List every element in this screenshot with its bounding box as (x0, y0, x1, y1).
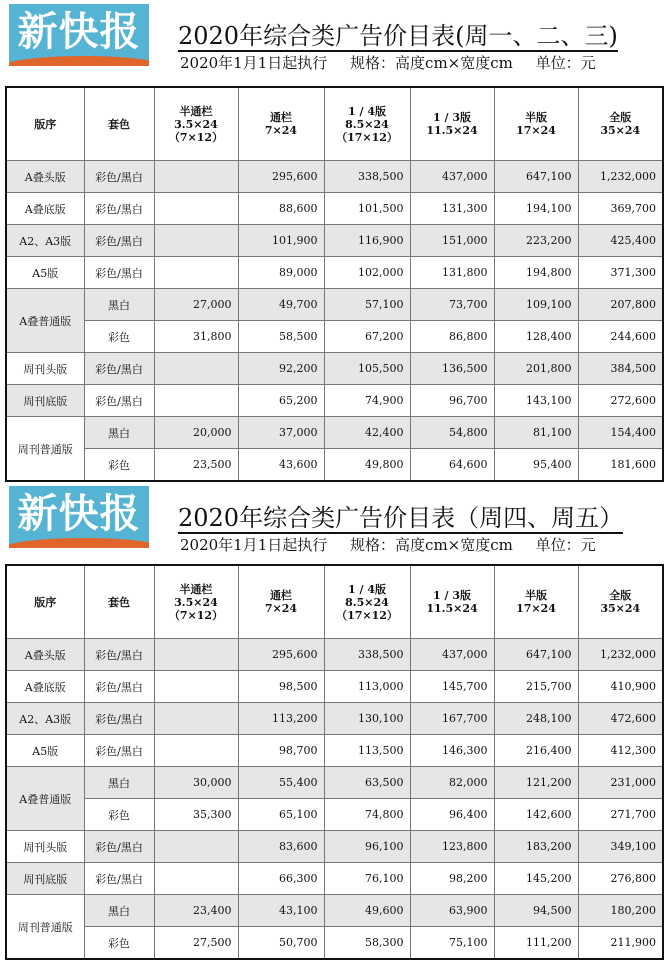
price-cell: 349,100 (578, 831, 663, 863)
price-cell: 23,500 (154, 449, 238, 482)
price-cell: 88,600 (238, 193, 324, 225)
price-cell: 49,600 (324, 895, 410, 927)
price-cell: 154,400 (578, 417, 663, 449)
price-cell: 96,100 (324, 831, 410, 863)
table-row (6, 257, 663, 289)
color-mode-cell: 黑白 (84, 417, 154, 449)
price-cell (154, 225, 238, 257)
page-position-cell: 周刊底版 (6, 385, 84, 417)
price-cell: 35,300 (154, 799, 238, 831)
table-row (6, 671, 663, 703)
price-cell: 76,100 (324, 863, 410, 895)
table-row (6, 385, 663, 417)
price-cell: 64,600 (410, 449, 494, 482)
price-cell: 65,200 (238, 385, 324, 417)
table-row (6, 735, 663, 767)
price-cell: 55,400 (238, 767, 324, 799)
price-cell: 82,000 (410, 767, 494, 799)
color-mode-cell: 彩色/黑白 (84, 735, 154, 767)
price-cell: 371,300 (578, 257, 663, 289)
price-cell: 49,700 (238, 289, 324, 321)
price-cell: 98,200 (410, 863, 494, 895)
price-cell: 113,500 (324, 735, 410, 767)
column-header: 半通栏 3.5×24 （7×12） (154, 565, 238, 639)
price-cell: 116,900 (324, 225, 410, 257)
page-position-cell: A叠普通版 (6, 289, 84, 353)
price-cell: 151,000 (410, 225, 494, 257)
price-cell: 131,800 (410, 257, 494, 289)
color-mode-cell: 彩色/黑白 (84, 225, 154, 257)
price-cell: 27,000 (154, 289, 238, 321)
price-cell: 50,700 (238, 927, 324, 960)
price-cell: 145,200 (494, 863, 578, 895)
page-position-cell: 周刊底版 (6, 863, 84, 895)
page-position-cell: A叠头版 (6, 161, 84, 193)
table-body (6, 161, 663, 482)
price-cell: 94,500 (494, 895, 578, 927)
effective-date: 2020年1月1日起执行 (180, 54, 328, 72)
header-row (6, 565, 663, 639)
color-mode-cell: 彩色/黑白 (84, 703, 154, 735)
page-position-cell: A2、A3版 (6, 225, 84, 257)
column-header: 1 / 4版 8.5×24 （17×12） (324, 87, 410, 161)
price-cell: 142,600 (494, 799, 578, 831)
price-cell: 121,200 (494, 767, 578, 799)
table-row (6, 831, 663, 863)
price-cell (154, 735, 238, 767)
price-table (5, 564, 664, 960)
price-cell: 216,400 (494, 735, 578, 767)
price-cell: 211,900 (578, 927, 663, 960)
price-cell: 244,600 (578, 321, 663, 353)
page-position-cell: A叠底版 (6, 193, 84, 225)
column-header: 版序 (6, 87, 84, 161)
color-mode-cell: 彩色/黑白 (84, 257, 154, 289)
price-cell: 96,700 (410, 385, 494, 417)
price-cell: 58,300 (324, 927, 410, 960)
price-cell: 58,500 (238, 321, 324, 353)
price-cell: 54,800 (410, 417, 494, 449)
page-title: 2020年综合类广告价目表(周一、二、三) (178, 22, 618, 50)
page-position-cell: A5版 (6, 735, 84, 767)
price-cell: 27,500 (154, 927, 238, 960)
price-cell: 43,100 (238, 895, 324, 927)
price-cell: 105,500 (324, 353, 410, 385)
table-row (6, 927, 663, 960)
spec-note: 规格：高度cm×宽度cm (350, 54, 513, 72)
price-cell: 89,000 (238, 257, 324, 289)
price-cell: 145,700 (410, 671, 494, 703)
column-header: 版序 (6, 565, 84, 639)
column-header: 半通栏 3.5×24 （7×12） (154, 87, 238, 161)
page-position-cell: A2、A3版 (6, 703, 84, 735)
price-cell: 128,400 (494, 321, 578, 353)
page-position-cell: 周刊头版 (6, 831, 84, 863)
color-mode-cell: 黑白 (84, 289, 154, 321)
page-position-cell: A5版 (6, 257, 84, 289)
table-row (6, 895, 663, 927)
page-position-cell: 周刊普通版 (6, 895, 84, 960)
color-mode-cell: 黑白 (84, 767, 154, 799)
price-cell (154, 863, 238, 895)
price-cell: 109,100 (494, 289, 578, 321)
color-mode-cell: 彩色/黑白 (84, 639, 154, 671)
price-cell: 384,500 (578, 353, 663, 385)
price-cell: 271,700 (578, 799, 663, 831)
price-cell: 96,400 (410, 799, 494, 831)
price-cell: 92,200 (238, 353, 324, 385)
price-cell: 647,100 (494, 639, 578, 671)
table-body (6, 639, 663, 960)
price-cell: 369,700 (578, 193, 663, 225)
price-cell: 113,200 (238, 703, 324, 735)
color-mode-cell: 彩色 (84, 321, 154, 353)
table-row (6, 767, 663, 799)
color-mode-cell: 彩色/黑白 (84, 353, 154, 385)
price-cell: 410,900 (578, 671, 663, 703)
price-cell (154, 385, 238, 417)
price-cell (154, 161, 238, 193)
table-row (6, 289, 663, 321)
price-cell: 63,900 (410, 895, 494, 927)
price-cell: 81,100 (494, 417, 578, 449)
column-header: 全版 35×24 (578, 565, 663, 639)
price-cell: 183,200 (494, 831, 578, 863)
price-cell: 201,800 (494, 353, 578, 385)
price-cell: 131,300 (410, 193, 494, 225)
table-row (6, 449, 663, 482)
price-cell: 95,400 (494, 449, 578, 482)
column-header: 1 / 4版 8.5×24 （17×12） (324, 565, 410, 639)
column-header: 全版 35×24 (578, 87, 663, 161)
header-row (6, 87, 663, 161)
price-cell: 146,300 (410, 735, 494, 767)
page-position-cell: 周刊头版 (6, 353, 84, 385)
price-cell: 248,100 (494, 703, 578, 735)
unit-note: 单位：元 (535, 536, 596, 554)
price-cell: 181,600 (578, 449, 663, 482)
price-cell: 123,800 (410, 831, 494, 863)
color-mode-cell: 彩色/黑白 (84, 863, 154, 895)
price-cell: 207,800 (578, 289, 663, 321)
price-cell: 338,500 (324, 161, 410, 193)
price-cell: 1,232,000 (578, 161, 663, 193)
price-cell: 43,600 (238, 449, 324, 482)
price-cell: 42,400 (324, 417, 410, 449)
price-cell: 338,500 (324, 639, 410, 671)
column-header: 1 / 3版 11.5×24 (410, 87, 494, 161)
xinkuaibao-logo (9, 486, 149, 548)
price-cell: 65,100 (238, 799, 324, 831)
price-cell: 167,700 (410, 703, 494, 735)
price-cell: 425,400 (578, 225, 663, 257)
logo-swoosh (9, 56, 149, 66)
table-row (6, 321, 663, 353)
price-cell: 74,900 (324, 385, 410, 417)
price-cell: 276,800 (578, 863, 663, 895)
price-cell: 194,100 (494, 193, 578, 225)
column-header: 通栏 7×24 (238, 87, 324, 161)
price-cell: 194,800 (494, 257, 578, 289)
effective-date: 2020年1月1日起执行 (180, 536, 328, 554)
price-cell: 101,500 (324, 193, 410, 225)
price-cell: 437,000 (410, 161, 494, 193)
logo-text: 新快报 (17, 491, 141, 537)
price-cell: 295,600 (238, 161, 324, 193)
page-position-cell: A叠头版 (6, 639, 84, 671)
page-title: 2020年综合类广告价目表（周四、周五） (178, 504, 624, 532)
table-row (6, 225, 663, 257)
price-cell: 113,000 (324, 671, 410, 703)
price-cell: 57,100 (324, 289, 410, 321)
color-mode-cell: 彩色/黑白 (84, 161, 154, 193)
price-cell: 98,700 (238, 735, 324, 767)
color-mode-cell: 彩色/黑白 (84, 671, 154, 703)
price-cell: 73,700 (410, 289, 494, 321)
price-cell: 102,000 (324, 257, 410, 289)
color-mode-cell: 黑白 (84, 895, 154, 927)
price-cell: 1,232,000 (578, 639, 663, 671)
price-cell: 180,200 (578, 895, 663, 927)
color-mode-cell: 彩色 (84, 449, 154, 482)
price-cell: 223,200 (494, 225, 578, 257)
unit-note: 单位：元 (535, 54, 596, 72)
price-cell: 37,000 (238, 417, 324, 449)
price-cell: 49,800 (324, 449, 410, 482)
price-cell (154, 257, 238, 289)
price-cell: 295,600 (238, 639, 324, 671)
table-row (6, 161, 663, 193)
column-header: 半版 17×24 (494, 87, 578, 161)
price-cell: 130,100 (324, 703, 410, 735)
color-mode-cell: 彩色/黑白 (84, 831, 154, 863)
column-header: 通栏 7×24 (238, 565, 324, 639)
price-cell: 272,600 (578, 385, 663, 417)
price-cell: 86,800 (410, 321, 494, 353)
price-cell: 98,500 (238, 671, 324, 703)
price-table (5, 86, 664, 482)
price-cell: 143,100 (494, 385, 578, 417)
column-header: 套色 (84, 565, 154, 639)
price-cell: 412,300 (578, 735, 663, 767)
color-mode-cell: 彩色 (84, 927, 154, 960)
price-cell (154, 831, 238, 863)
logo-swoosh (9, 538, 149, 548)
price-cell: 83,600 (238, 831, 324, 863)
price-cell: 111,200 (494, 927, 578, 960)
price-cell: 74,800 (324, 799, 410, 831)
page-position-cell: A叠底版 (6, 671, 84, 703)
table-row (6, 863, 663, 895)
subtitle (180, 52, 614, 73)
price-cell: 215,700 (494, 671, 578, 703)
table-row (6, 353, 663, 385)
price-cell: 231,000 (578, 767, 663, 799)
price-cell: 30,000 (154, 767, 238, 799)
price-cell: 437,000 (410, 639, 494, 671)
table-row (6, 193, 663, 225)
price-cell: 66,300 (238, 863, 324, 895)
page-position-cell: 周刊普通版 (6, 417, 84, 482)
subtitle (180, 534, 614, 555)
price-cell (154, 639, 238, 671)
price-cell: 63,500 (324, 767, 410, 799)
logo-text: 新快报 (17, 9, 141, 55)
spec-note: 规格：高度cm×宽度cm (350, 536, 513, 554)
color-mode-cell: 彩色/黑白 (84, 193, 154, 225)
table-row (6, 703, 663, 735)
color-mode-cell: 彩色/黑白 (84, 385, 154, 417)
xinkuaibao-logo (9, 4, 149, 66)
price-cell: 647,100 (494, 161, 578, 193)
price-cell: 136,500 (410, 353, 494, 385)
price-cell: 67,200 (324, 321, 410, 353)
price-cell: 20,000 (154, 417, 238, 449)
price-cell: 23,400 (154, 895, 238, 927)
price-cell (154, 671, 238, 703)
price-cell: 31,800 (154, 321, 238, 353)
price-cell (154, 703, 238, 735)
price-cell (154, 193, 238, 225)
table-row (6, 417, 663, 449)
table-row (6, 639, 663, 671)
price-cell (154, 353, 238, 385)
column-header: 1 / 3版 11.5×24 (410, 565, 494, 639)
price-cell: 101,900 (238, 225, 324, 257)
page-position-cell: A叠普通版 (6, 767, 84, 831)
price-cell: 75,100 (410, 927, 494, 960)
column-header: 套色 (84, 87, 154, 161)
column-header: 半版 17×24 (494, 565, 578, 639)
table-row (6, 799, 663, 831)
color-mode-cell: 彩色 (84, 799, 154, 831)
price-cell: 472,600 (578, 703, 663, 735)
